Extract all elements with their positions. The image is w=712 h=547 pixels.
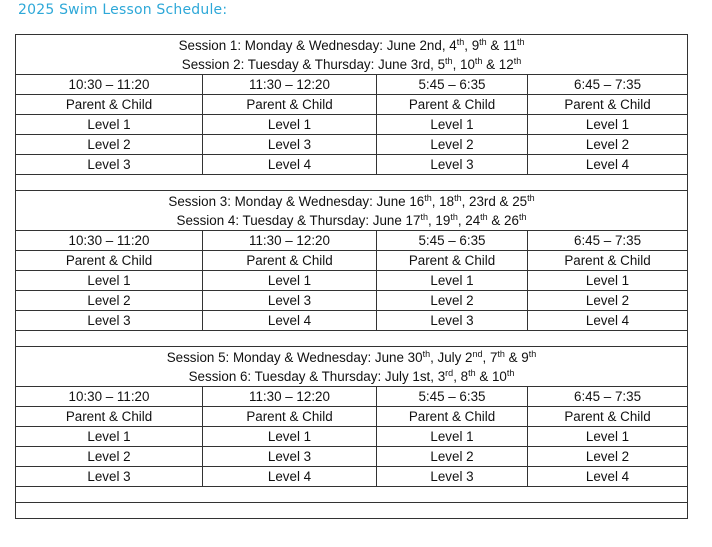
ordinal-suffix: th — [450, 212, 458, 222]
session-text: & 11 — [486, 38, 517, 53]
class-level-cell: Level 4 — [528, 467, 688, 487]
time-slot-cell: 5:45 – 6:35 — [377, 387, 528, 407]
schedule-body — [16, 35, 688, 519]
class-level-cell: Level 4 — [203, 311, 377, 331]
session-header-row — [16, 35, 688, 75]
ordinal-suffix: th — [506, 368, 515, 378]
ordinal-suffix: th — [422, 349, 431, 359]
class-level-cell: Parent & Child — [16, 407, 203, 427]
session-text: , July 2 — [430, 350, 473, 365]
session-text: Session 4: Tuesday & Thursday: June 17 — [176, 213, 421, 228]
session-text: Session 6: Tuesday & Thursday: July 1st, 3 — [188, 369, 446, 384]
spacer-cell — [16, 331, 688, 347]
class-level-cell: Level 3 — [203, 291, 377, 311]
spacer-cell — [16, 503, 688, 519]
spacer-cell — [16, 175, 688, 191]
class-level-cell: Parent & Child — [203, 407, 377, 427]
class-level-cell: Parent & Child — [377, 95, 528, 115]
class-level-cell: Level 2 — [528, 447, 688, 467]
class-level-cell: Level 2 — [16, 135, 203, 155]
class-level-cell: Level 2 — [377, 447, 528, 467]
class-level-cell: Level 3 — [16, 467, 203, 487]
class-row — [16, 427, 688, 447]
class-row — [16, 447, 688, 467]
time-slot-cell: 6:45 – 7:35 — [528, 75, 688, 95]
time-slot-cell: 5:45 – 6:35 — [377, 231, 528, 251]
ordinal-suffix: th — [479, 37, 487, 47]
class-row — [16, 135, 688, 155]
class-row — [16, 95, 688, 115]
class-level-cell: Level 3 — [377, 311, 528, 331]
session-text: Session 2: Tuesday & Thursday: June 3rd, 5 — [181, 57, 446, 72]
time-slot-cell: 6:45 – 7:35 — [528, 231, 688, 251]
time-slot-cell: 10:30 – 11:20 — [16, 387, 203, 407]
class-level-cell: Level 1 — [16, 115, 203, 135]
session-text: , 9 — [464, 38, 480, 53]
time-slot-cell: 10:30 – 11:20 — [16, 75, 203, 95]
class-row — [16, 115, 688, 135]
class-row — [16, 407, 688, 427]
session-line — [16, 348, 687, 367]
class-level-cell: Level 1 — [528, 271, 688, 291]
class-level-cell: Parent & Child — [16, 95, 203, 115]
ordinal-suffix: th — [480, 212, 488, 222]
class-level-cell: Level 2 — [528, 291, 688, 311]
ordinal-suffix: th — [516, 37, 525, 47]
time-slot-cell: 11:30 – 12:20 — [203, 387, 377, 407]
session-header — [16, 191, 688, 231]
ordinal-suffix: rd — [445, 368, 454, 378]
session-text: , 8 — [453, 369, 469, 384]
spacer-cell — [16, 487, 688, 503]
ordinal-suffix: th — [468, 368, 476, 378]
time-slot-cell: 11:30 – 12:20 — [203, 75, 377, 95]
session-text: & 12 — [482, 57, 514, 72]
class-level-cell: Level 3 — [377, 467, 528, 487]
session-text: , 7 — [482, 350, 498, 365]
schedule-table — [15, 34, 688, 519]
class-level-cell: Level 1 — [377, 271, 528, 291]
time-slot-cell: 10:30 – 11:20 — [16, 231, 203, 251]
class-level-cell: Level 2 — [377, 135, 528, 155]
class-level-cell: Level 1 — [16, 271, 203, 291]
time-slot-cell: 5:45 – 6:35 — [377, 75, 528, 95]
ordinal-suffix: th — [445, 56, 453, 66]
class-level-cell: Parent & Child — [16, 251, 203, 271]
session-text: , 23rd & 25 — [461, 194, 528, 209]
class-level-cell: Level 1 — [528, 427, 688, 447]
class-level-cell: Parent & Child — [528, 251, 688, 271]
class-level-cell: Level 4 — [528, 155, 688, 175]
time-row — [16, 75, 688, 95]
session-header — [16, 35, 688, 75]
session-text: & 9 — [504, 350, 529, 365]
ordinal-suffix: th — [497, 349, 505, 359]
session-text: Session 5: Monday & Wednesday: June 30 — [166, 350, 423, 365]
ordinal-suffix: th — [454, 193, 462, 203]
session-line — [16, 55, 687, 74]
session-header-row — [16, 191, 688, 231]
session-text: , 10 — [452, 57, 475, 72]
ordinal-suffix: th — [518, 212, 527, 222]
session-line — [16, 36, 687, 55]
spacer-row — [16, 487, 688, 503]
class-level-cell: Level 3 — [377, 155, 528, 175]
ordinal-suffix: th — [513, 56, 522, 66]
class-level-cell: Level 1 — [377, 115, 528, 135]
ordinal-suffix: th — [474, 56, 483, 66]
class-level-cell: Level 4 — [203, 467, 377, 487]
class-level-cell: Level 3 — [16, 311, 203, 331]
class-level-cell: Level 1 — [16, 427, 203, 447]
ordinal-suffix: th — [527, 193, 535, 203]
class-level-cell: Level 1 — [528, 115, 688, 135]
class-level-cell: Parent & Child — [203, 251, 377, 271]
class-level-cell: Parent & Child — [528, 95, 688, 115]
spacer-row — [16, 175, 688, 191]
class-level-cell: Level 1 — [203, 271, 377, 291]
session-header — [16, 347, 688, 387]
session-line — [16, 367, 687, 386]
class-row — [16, 251, 688, 271]
class-row — [16, 311, 688, 331]
class-row — [16, 155, 688, 175]
spacer-row — [16, 331, 688, 347]
time-slot-cell: 11:30 – 12:20 — [203, 231, 377, 251]
time-row — [16, 387, 688, 407]
time-row — [16, 231, 688, 251]
class-level-cell: Level 3 — [203, 447, 377, 467]
session-text: & 10 — [475, 369, 507, 384]
ordinal-suffix: th — [424, 193, 432, 203]
class-level-cell: Level 4 — [528, 311, 688, 331]
ordinal-suffix: th — [456, 37, 465, 47]
class-level-cell: Parent & Child — [377, 407, 528, 427]
class-level-cell: Parent & Child — [377, 251, 528, 271]
session-text: & 26 — [487, 213, 519, 228]
class-level-cell: Level 3 — [203, 135, 377, 155]
class-row — [16, 291, 688, 311]
session-text: , 24 — [457, 213, 481, 228]
class-level-cell: Level 1 — [377, 427, 528, 447]
class-row — [16, 467, 688, 487]
session-text: , 19 — [427, 213, 451, 228]
session-text: Session 1: Monday & Wednesday: June 2nd, 4 — [178, 38, 457, 53]
ordinal-suffix: th — [420, 212, 428, 222]
session-text: Session 3: Monday & Wednesday: June 16 — [168, 194, 425, 209]
session-line — [16, 211, 687, 230]
class-level-cell: Level 2 — [377, 291, 528, 311]
class-level-cell: Level 2 — [16, 291, 203, 311]
ordinal-suffix: nd — [472, 349, 483, 359]
session-header-row — [16, 347, 688, 387]
session-line — [16, 192, 687, 211]
spacer-row — [16, 503, 688, 519]
class-level-cell: Parent & Child — [203, 95, 377, 115]
class-level-cell: Level 1 — [203, 115, 377, 135]
class-level-cell: Level 2 — [16, 447, 203, 467]
class-level-cell: Level 2 — [528, 135, 688, 155]
class-level-cell: Level 1 — [203, 427, 377, 447]
time-slot-cell: 6:45 – 7:35 — [528, 387, 688, 407]
class-level-cell: Level 4 — [203, 155, 377, 175]
class-level-cell: Level 3 — [16, 155, 203, 175]
session-text: , 18 — [431, 194, 455, 209]
class-row — [16, 271, 688, 291]
document-title: 2025 Swim Lesson Schedule: — [18, 2, 228, 18]
class-level-cell: Parent & Child — [528, 407, 688, 427]
ordinal-suffix: th — [528, 349, 537, 359]
